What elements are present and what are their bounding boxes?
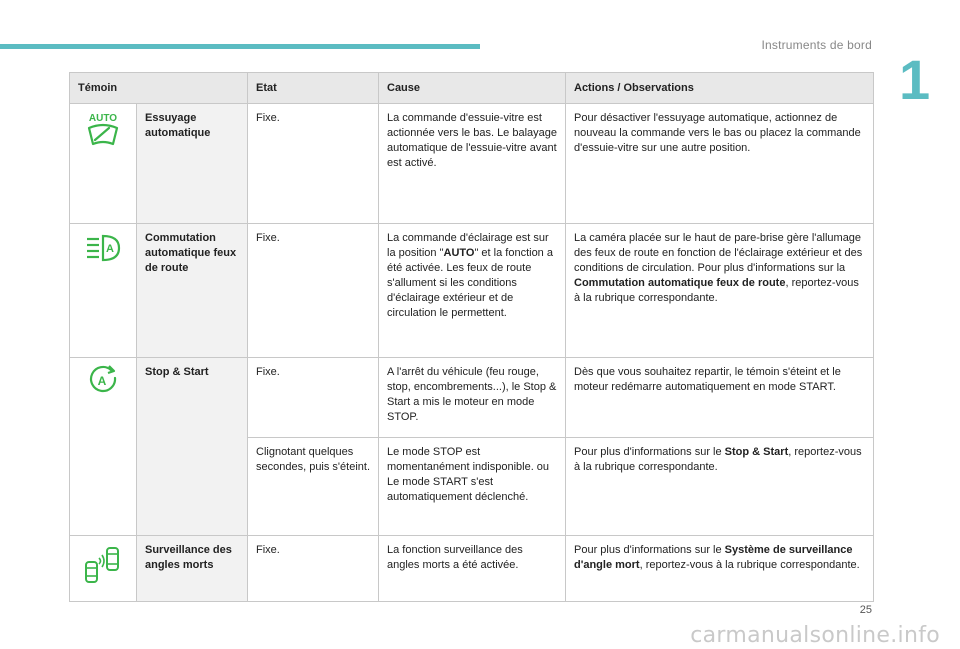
auto-wiper-icon xyxy=(83,110,123,150)
action-text-end: , reportez-vous à la rubrique correspondante. xyxy=(574,446,862,473)
cause-cell: La fonction surveillance des angles morts a été activée. xyxy=(379,536,566,602)
cause-emphasis: AUTO xyxy=(443,247,475,259)
action-cell xyxy=(566,438,874,536)
icon-cell xyxy=(70,358,137,536)
indicator-name: Commutation automatique feux de route xyxy=(137,224,248,358)
stop-start-icon xyxy=(85,364,121,396)
icon-cell xyxy=(70,536,137,602)
table-row xyxy=(70,224,874,358)
state-cell: Fixe. xyxy=(248,358,379,438)
action-cell: Dès que vous souhaitez repartir, le témoin s'éteint et le moteur redémarre automatiquement en mode START. xyxy=(566,358,874,438)
icon-cell xyxy=(70,224,137,358)
table-header-row xyxy=(70,73,874,104)
column-header-etat: Etat xyxy=(248,73,379,104)
action-text-end: , reportez-vous à la rubrique correspondante. xyxy=(639,559,860,571)
action-text-end: , reportez-vous à la rubrique correspondante. xyxy=(574,277,859,304)
cause-cell: La commande d'essuie-vitre est actionnée vers le bas. Le balayage automatique de l'essuie-vitre avant est activé. xyxy=(379,104,566,224)
action-emphasis: Stop & Start xyxy=(724,446,789,458)
watermark: carmanualsonline.info xyxy=(690,623,940,648)
header-accent-bar xyxy=(0,44,480,49)
action-cell: Pour désactiver l'essuyage automatique, actionnez de nouveau la commande vers le bas ou placez la commande d'essuie-vitre sur une autre position. xyxy=(566,104,874,224)
blind-spot-monitoring-icon xyxy=(81,542,125,586)
auto-high-beam-icon-label: A xyxy=(106,243,114,255)
state-cell: Fixe. xyxy=(248,536,379,602)
cause-cell: A l'arrêt du véhicule (feu rouge, stop, encombrements...), le Stop & Start a mis le moteur en mode STOP. xyxy=(379,358,566,438)
action-cell xyxy=(566,224,874,358)
chapter-number: 1 xyxy=(899,48,931,111)
auto-wiper-icon-label: AUTO xyxy=(88,113,118,124)
indicator-name: Essuyage automatique xyxy=(137,104,248,224)
cause-cell: Le mode STOP est momentanément indisponible. ou Le mode START s'est automatiquement déclenché. xyxy=(379,438,566,536)
action-text: La caméra placée sur le haut de pare-brise gère l'allumage des feux de route en fonction de l'éclairage extérieur et des conditions de circulation. Pour plus d'informations sur la xyxy=(574,232,863,274)
action-text: Pour plus d'informations sur le xyxy=(574,544,725,556)
chapter-tab xyxy=(899,48,931,111)
state-cell: Clignotant quelques secondes, puis s'éteint. xyxy=(248,438,379,536)
state-cell: Fixe. xyxy=(248,224,379,358)
cause-text-end: " et la fonction a été activée. Les feux de route s'allument si les conditions d'éclairage extérieur et de circulation le permettent. xyxy=(387,247,553,319)
auto-high-beam-icon xyxy=(83,230,123,266)
warning-lights-table xyxy=(69,72,874,602)
icon-cell xyxy=(70,104,137,224)
page-number: 25 xyxy=(859,604,872,616)
column-header-temoin: Témoin xyxy=(70,73,248,104)
table-row xyxy=(70,536,874,602)
table-row xyxy=(70,104,874,224)
column-header-cause: Cause xyxy=(379,73,566,104)
table-row xyxy=(70,358,874,438)
section-title: Instruments de bord xyxy=(761,38,872,52)
indicator-name: Surveillance des angles morts xyxy=(137,536,248,602)
action-cell xyxy=(566,536,874,602)
action-emphasis: Système de surveillance d'angle mort xyxy=(574,544,853,571)
column-header-actions: Actions / Observations xyxy=(566,73,874,104)
cause-text: La commande d'éclairage est sur la position " xyxy=(387,232,549,259)
action-emphasis: Commutation automatique feux de route xyxy=(574,277,786,289)
indicator-name: Stop & Start xyxy=(137,358,248,536)
cause-cell xyxy=(379,224,566,358)
state-cell: Fixe. xyxy=(248,104,379,224)
stop-start-icon-label: A xyxy=(97,374,107,388)
action-text: Pour plus d'informations sur le xyxy=(574,446,725,458)
